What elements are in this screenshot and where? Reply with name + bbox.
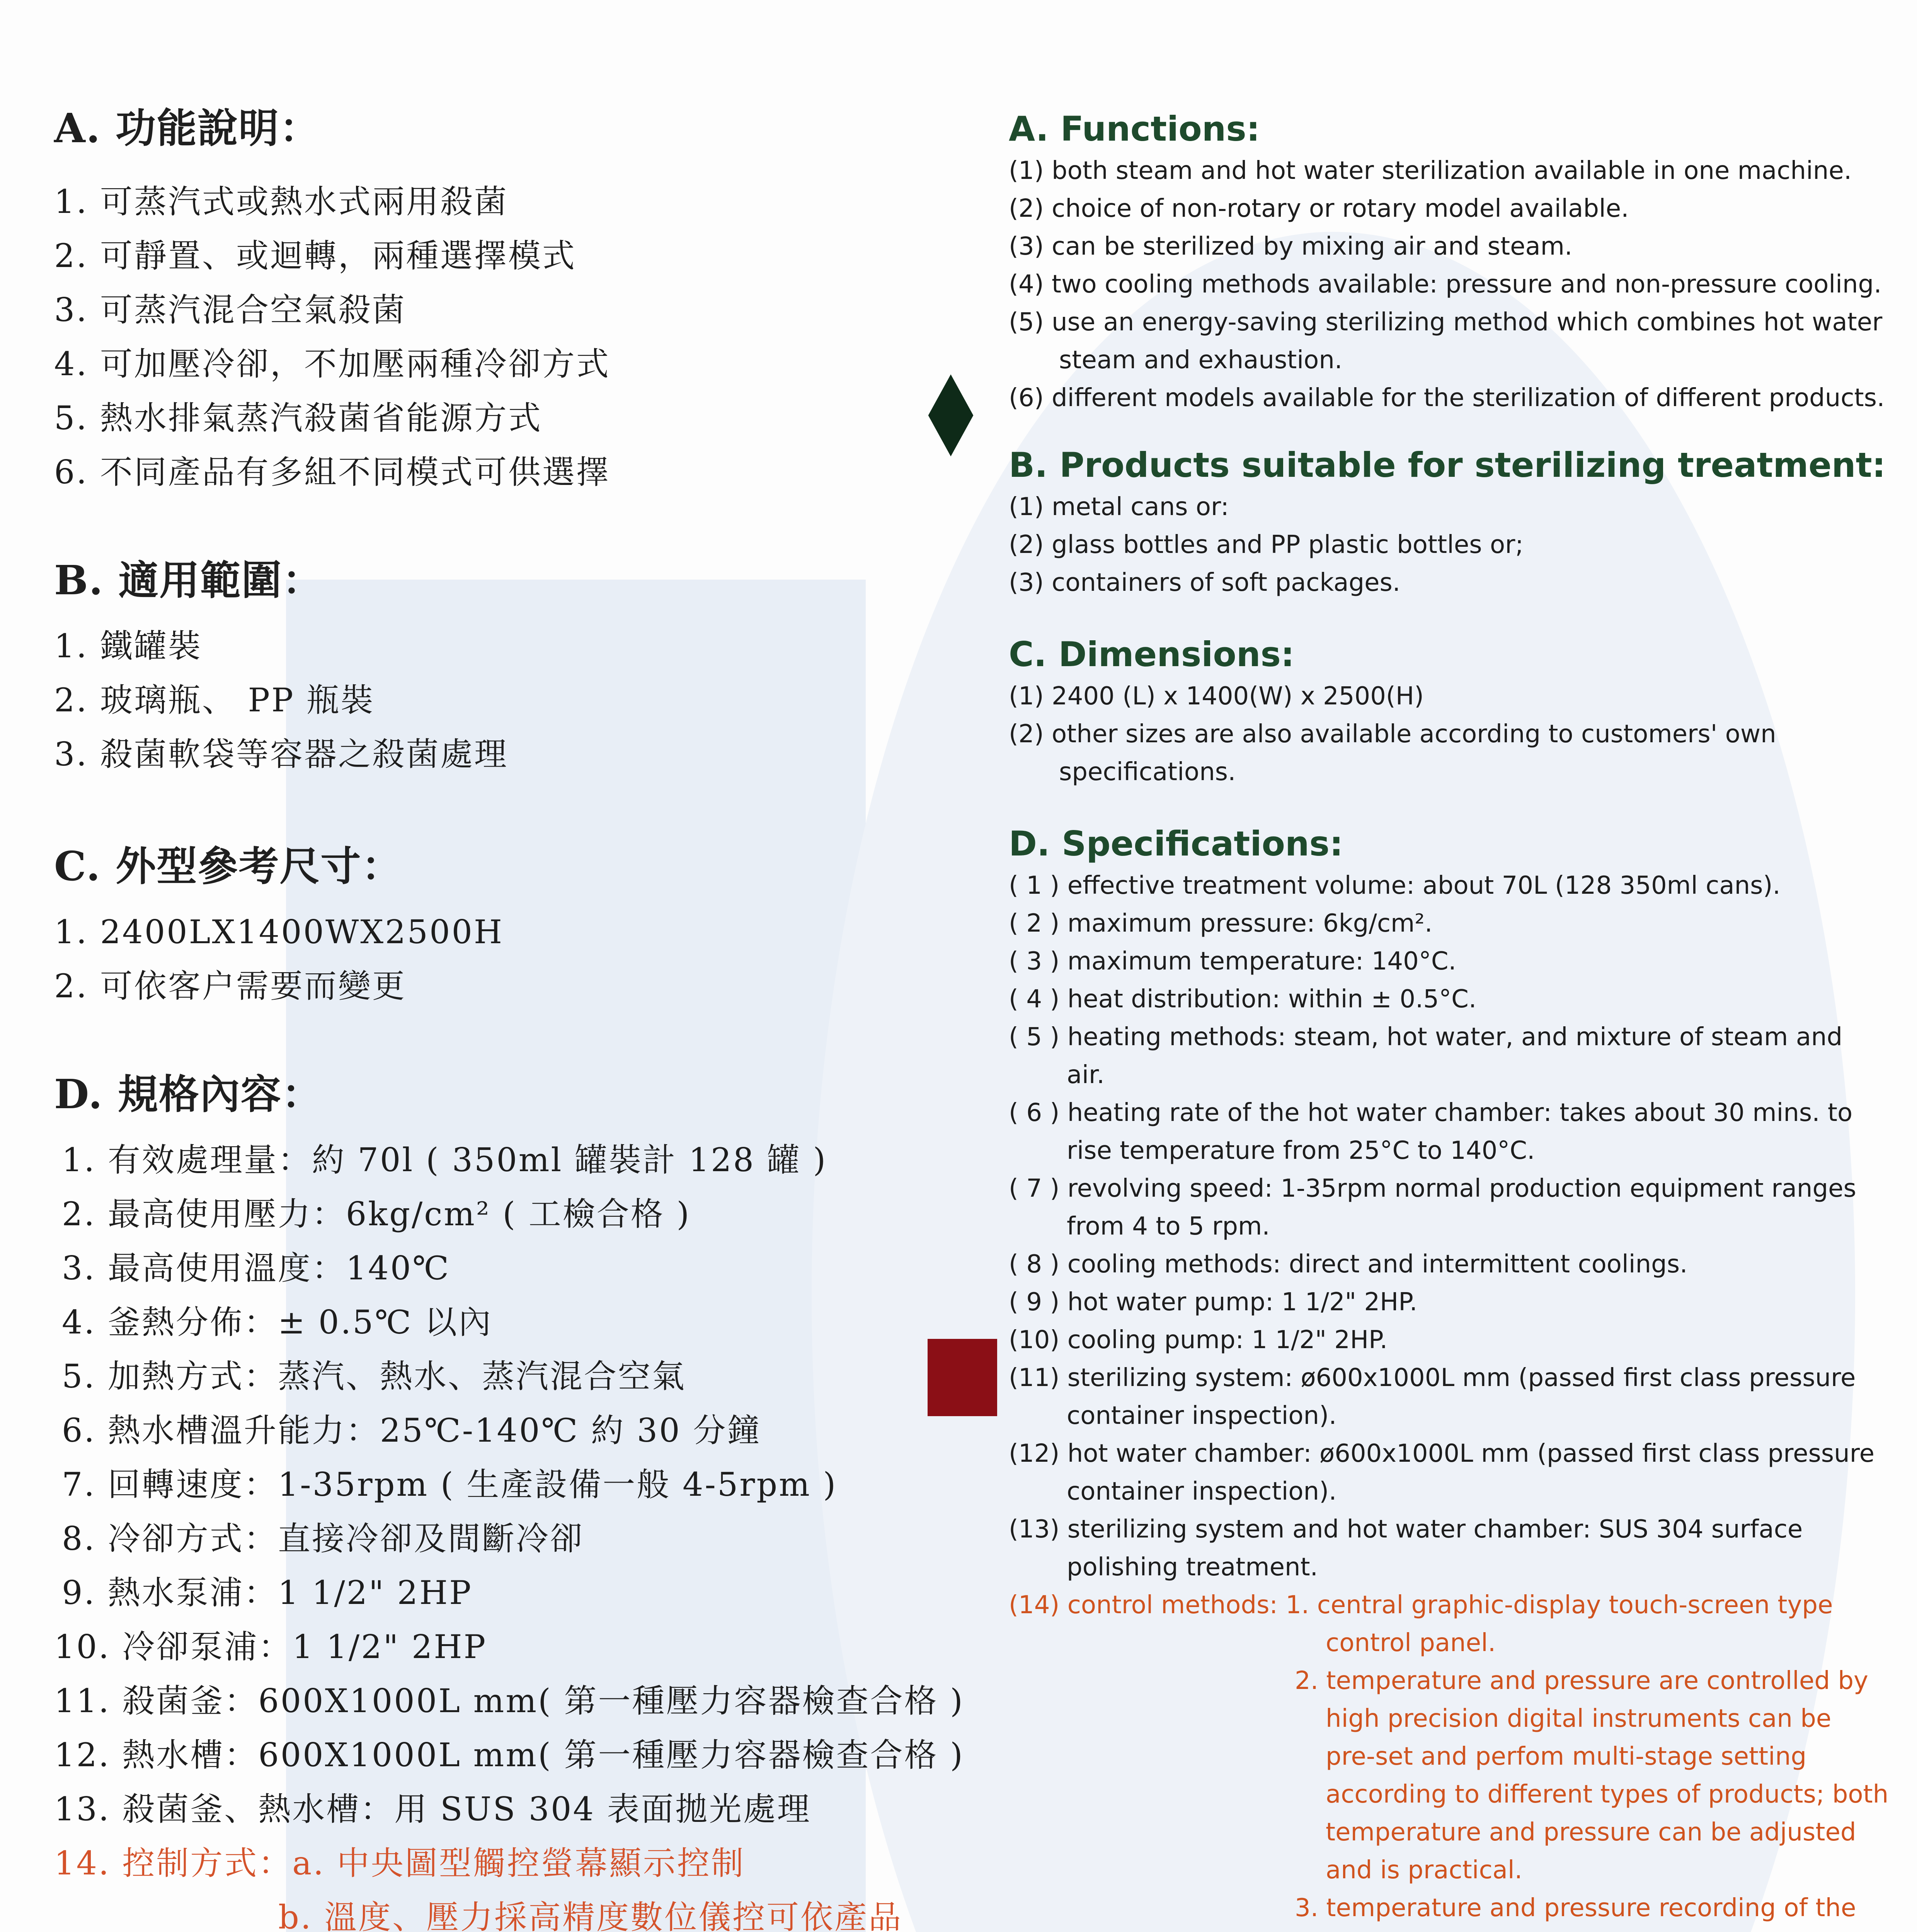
zh-c-item: 1. 2400LX1400WX2500H bbox=[54, 913, 504, 951]
en-d-line: ( 7 ) revolving speed: 1-35rpm normal production equipment ranges bbox=[1009, 1174, 1856, 1203]
zh-d-item: 6. 熱水槽溫升能力：25℃-140℃ 約 30 分鐘 bbox=[62, 1412, 761, 1449]
zh-d-item: 5. 加熱方式：蒸汽、熱水、蒸汽混合空氣 bbox=[62, 1357, 686, 1395]
zh-a-item: 1. 可蒸汽式或熱水式兩用殺菌 bbox=[54, 183, 508, 221]
en-d-line: ( 3 ) maximum temperature: 140°C. bbox=[1009, 947, 1456, 976]
en-section-d-heading: D. Specifications: bbox=[1009, 824, 1343, 864]
zh-d-item: 2. 最高使用壓力：6kg/cm² ( 工檢合格 ) bbox=[62, 1195, 691, 1233]
zh-b-item: 1. 鐵罐裝 bbox=[54, 627, 202, 665]
zh-d-item: 3. 最高使用溫度：140℃ bbox=[62, 1249, 451, 1287]
en-d-line: (11) sterilizing system: ø600x1000L mm (passed first class pressure bbox=[1009, 1364, 1856, 1392]
en-d-line: container inspection). bbox=[1067, 1401, 1337, 1430]
en-a-line: (3) can be sterilized by mixing air and steam. bbox=[1009, 232, 1573, 261]
en-c-line: (2) other sizes are also available according to customers' own bbox=[1009, 720, 1776, 748]
en-d-line: rise temperature from 25°C to 140°C. bbox=[1067, 1136, 1535, 1165]
zh-c-item: 2. 可依客户需要而變更 bbox=[54, 967, 406, 1005]
zh-a-item: 3. 可蒸汽混合空氣殺菌 bbox=[54, 291, 406, 329]
en-d-line: from 4 to 5 rpm. bbox=[1067, 1212, 1270, 1241]
en-d-line: ( 2 ) maximum pressure: 6kg/cm². bbox=[1009, 909, 1433, 938]
en-d-line: container inspection). bbox=[1067, 1477, 1337, 1506]
en-d-line: (14) control methods: 1. central graphic-display touch-screen type bbox=[1009, 1591, 1833, 1619]
en-d-line: (12) hot water chamber: ø600x1000L mm (passed first class pressure bbox=[1009, 1439, 1874, 1468]
en-d-line: ( 4 ) heat distribution: within ± 0.5°C. bbox=[1009, 985, 1477, 1014]
en-b-line: (2) glass bottles and PP plastic bottles or; bbox=[1009, 531, 1524, 559]
zh-d-item: 14. 控制方式：a. 中央圖型觸控螢幕顯示控制 bbox=[54, 1844, 745, 1882]
en-b-line: (3) containers of soft packages. bbox=[1009, 568, 1401, 597]
en-a-line: steam and exhaustion. bbox=[1059, 346, 1343, 374]
en-a-line: (4) two cooling methods available: pressure and non-pressure cooling. bbox=[1009, 270, 1882, 299]
en-d-line: ( 9 ) hot water pump: 1 1/2" 2HP. bbox=[1009, 1288, 1418, 1316]
en-d-line: (10) cooling pump: 1 1/2" 2HP. bbox=[1009, 1326, 1388, 1354]
zh-d-item: 10. 冷卻泵浦：1 1/2" 2HP bbox=[54, 1628, 487, 1666]
en-section-a-heading: A. Functions: bbox=[1009, 109, 1260, 149]
zh-d-item: 12. 熱水槽：600X1000L mm( 第一種壓力容器檢查合格 ) bbox=[54, 1736, 964, 1774]
en-d-line: 3. temperature and pressure recording of the bbox=[1295, 1894, 1856, 1922]
zh-section-c-heading: C. 外型參考尺寸： bbox=[54, 842, 403, 890]
diamond-marker-top bbox=[928, 374, 974, 456]
zh-d-item: 1. 有效處理量：約 70l ( 350ml 罐裝計 128 罐 ) bbox=[62, 1141, 827, 1179]
zh-d-item: 4. 釜熱分佈：± 0.5℃ 以內 bbox=[62, 1303, 493, 1341]
en-section-c-heading: C. Dimensions: bbox=[1009, 634, 1295, 674]
zh-a-item: 2. 可靜置、或迴轉，兩種選擇模式 bbox=[54, 237, 576, 275]
en-d-line: and is practical. bbox=[1326, 1856, 1522, 1884]
en-d-line: air. bbox=[1067, 1061, 1105, 1089]
square-marker bbox=[928, 1339, 997, 1416]
en-d-line: (13) sterilizing system and hot water chamber: SUS 304 surface bbox=[1009, 1515, 1803, 1544]
en-d-line: pre-set and perfom multi-stage setting bbox=[1326, 1742, 1807, 1771]
en-a-line: (1) both steam and hot water sterilization available in one machine. bbox=[1009, 156, 1852, 185]
en-d-line: ( 6 ) heating rate of the hot water chamber: takes about 30 mins. to bbox=[1009, 1099, 1853, 1127]
zh-section-a-heading: A. 功能說明： bbox=[54, 104, 321, 152]
en-d-line: high precision digital instruments can be bbox=[1326, 1704, 1832, 1733]
zh-d-item: 8. 冷卻方式：直接冷卻及間斷冷卻 bbox=[62, 1520, 584, 1558]
zh-d-item: 9. 熱水泵浦：1 1/2" 2HP bbox=[62, 1574, 473, 1612]
zh-d-item: b. 溫度、壓力採高精度數位儀控可依產品 bbox=[278, 1898, 903, 1932]
en-d-line: 2. temperature and pressure are controlled by bbox=[1295, 1667, 1868, 1695]
en-d-line: ( 1 ) effective treatment volume: about 70L (128 350ml cans). bbox=[1009, 871, 1781, 900]
zh-a-item: 5. 熱水排氣蒸汽殺菌省能源方式 bbox=[54, 399, 542, 437]
zh-a-item: 6. 不同產品有多組不同模式可供選擇 bbox=[54, 453, 610, 491]
en-c-line: (1) 2400 (L) x 1400(W) x 2500(H) bbox=[1009, 682, 1424, 711]
zh-section-d-heading: D. 規格內容： bbox=[54, 1070, 323, 1118]
zh-b-item: 2. 玻璃瓶、 PP 瓶裝 bbox=[54, 681, 375, 719]
zh-d-item: 13. 殺菌釜、熱水槽：用 SUS 304 表面拋光處理 bbox=[54, 1790, 811, 1828]
en-b-line: (1) metal cans or: bbox=[1009, 493, 1229, 521]
en-a-line: (6) different models available for the sterilization of different products. bbox=[1009, 384, 1885, 412]
en-d-line: ( 5 ) heating methods: steam, hot water, and mixture of steam and bbox=[1009, 1023, 1843, 1051]
en-section-b-heading: B. Products suitable for sterilizing treatment: bbox=[1009, 445, 1886, 485]
zh-d-item: 11. 殺菌釜：600X1000L mm( 第一種壓力容器檢查合格 ) bbox=[54, 1682, 964, 1720]
en-a-line: (5) use an energy-saving sterilizing method which combines hot water bbox=[1009, 308, 1883, 337]
en-d-line: control panel. bbox=[1326, 1629, 1496, 1657]
en-d-line: ( 8 ) cooling methods: direct and intermittent coolings. bbox=[1009, 1250, 1688, 1279]
zh-d-item: 7. 回轉速度：1-35rpm ( 生產設備一般 4-5rpm ) bbox=[62, 1466, 838, 1503]
en-d-line: temperature and pressure can be adjusted bbox=[1326, 1818, 1856, 1847]
zh-section-b-heading: B. 適用範圍： bbox=[54, 556, 323, 604]
en-d-line: polishing treatment. bbox=[1067, 1553, 1318, 1582]
zh-a-item: 4. 可加壓冷卻，不加壓兩種冷卻方式 bbox=[54, 345, 610, 383]
en-a-line: (2) choice of non-rotary or rotary model available. bbox=[1009, 194, 1629, 223]
en-d-line: according to different types of products; both bbox=[1326, 1780, 1889, 1809]
en-c-line: specifications. bbox=[1059, 758, 1236, 786]
zh-b-item: 3. 殺菌軟袋等容器之殺菌處理 bbox=[54, 735, 508, 773]
